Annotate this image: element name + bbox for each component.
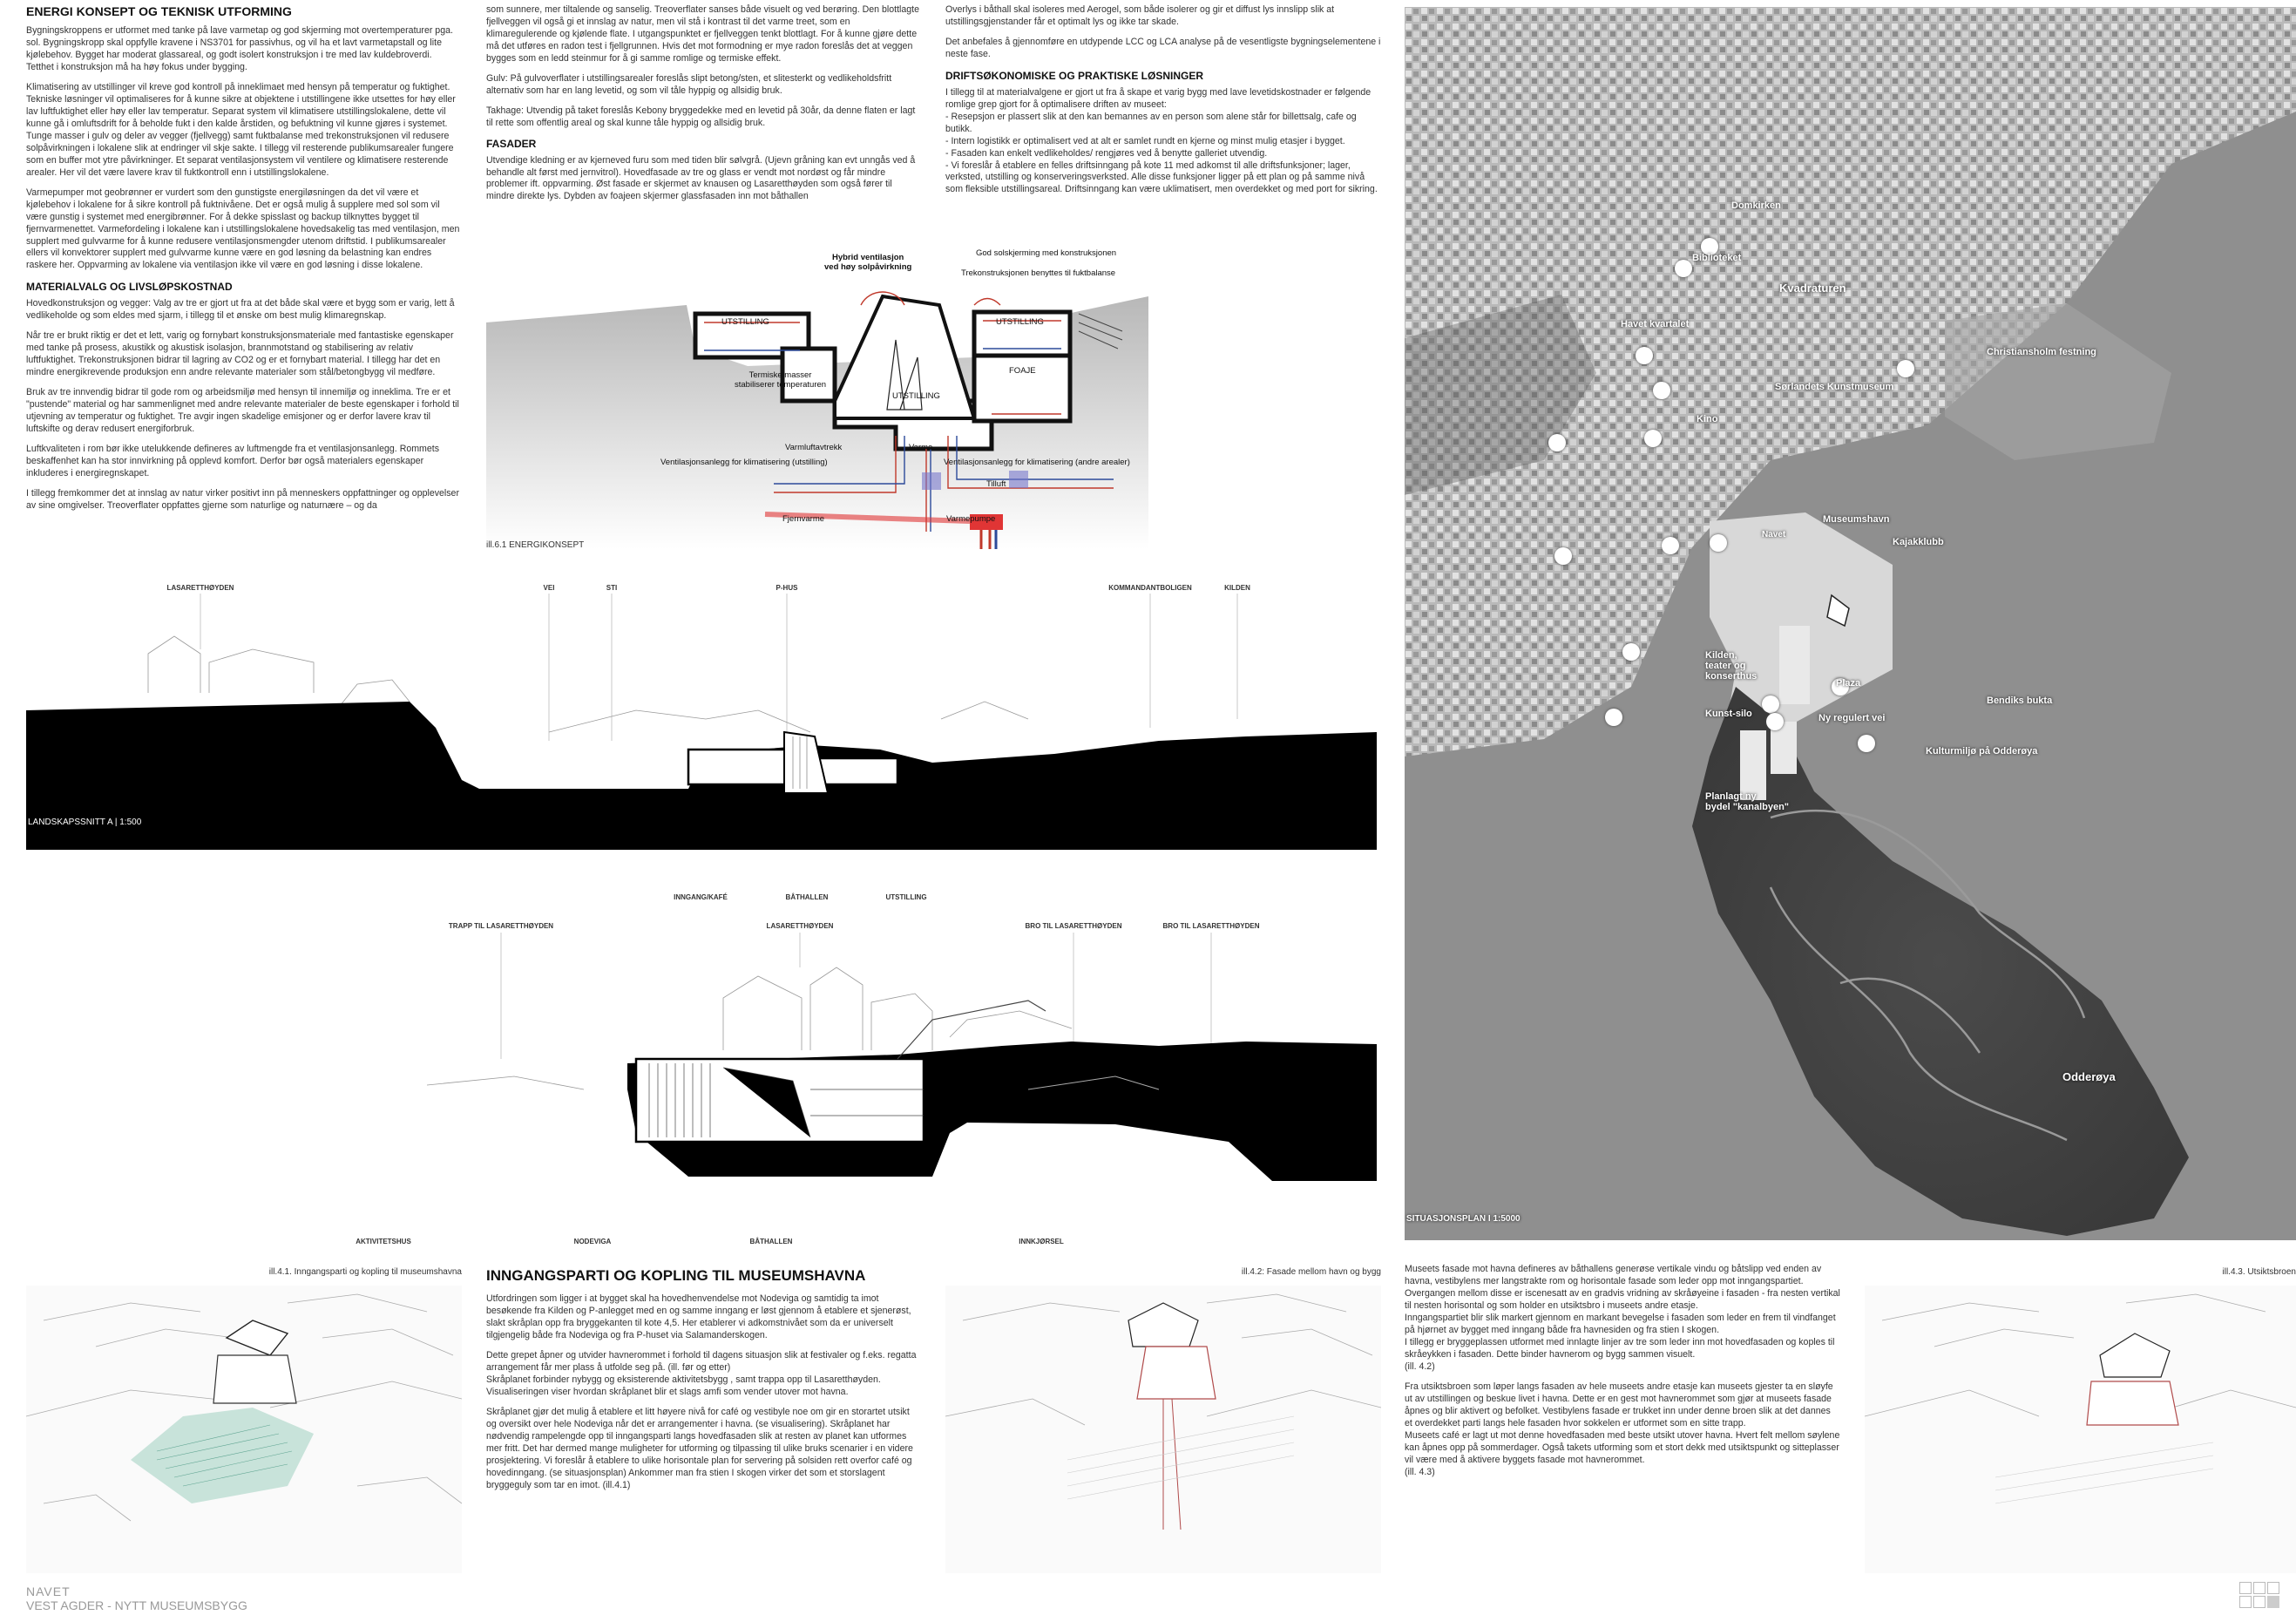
landscape-section-a <box>26 580 1377 901</box>
landscape-section-b <box>26 915 1377 1246</box>
section-b-bottom-label: INNKJØRSEL <box>1019 1238 1064 1245</box>
map-marker[interactable] <box>1858 735 1875 752</box>
section-a-label: LASARETTHØYDEN <box>166 584 234 592</box>
materials-heading: MATERIALVALG OG LIVSLØPSKOSTNAD <box>26 281 233 294</box>
label-solskjerming: God solskjerming med konstruksjonen <box>976 248 1117 258</box>
label-varmluft: Varmluftavtrekk <box>785 443 843 452</box>
map-label: Plaza <box>1836 678 1861 689</box>
map-label: Kulturmiljø på Odderøya <box>1926 746 2038 757</box>
section-a-label: STI <box>606 584 618 592</box>
paragraph: Klimatisering av utstillinger vil kreve god kontroll på inneklimaet med hensyn på temperatur og fuktighet. Tekniske løsninger vil optimaliseres for å kunne sikre at objektene i utstillingene ikke utsettes for høy eller lav luftfuktighet eller høy eller lav temperatur. Separat system vil klimatisere utstillingslokalene, dette vil kunne gå i omluftsdrift for å beholde fukt i den kalde årstiden, og befuktning vil kunne gjøres i systemet. Tunge masser i gulv og deler av vegger (fjellvegg) samt fuktbalanse med trekonstruksjonen vil redusere solpåvirkningen i lokalene slik at endringer vil skje sakte. I tillegg vil resterende publikumsarealer fungere som en buffer mot ytre påvirkninger. Et separat ventilasjonsystem vil ventilere og klimatisere resterende arealer. Her vil det være lavere krav til fuktkontroll enn i utstillingslokalene. <box>26 81 456 178</box>
sheet-box <box>2253 1582 2266 1594</box>
paragraph: som sunnere, mer tiltalende og sanselig. Treoverflater sanses både visuelt og ved berøring. Den blottlagte fjellveggen vil også gi et innslag av natur, men vil stå i kontrast til det varme treet, som en klimaregulerende og kjølende flate. I utgangspunktet er fjellveggen tenkt blottlagt. For å kunne gjøre dette må det utføres en radon test i fjellgrunnen. Hvis det mot formodning er mye radon foreslås det at veggen bygges som en ledd steinmur for å gi samme romlige og termiske effekt. <box>486 4 920 64</box>
map-marker[interactable] <box>1605 709 1622 726</box>
facade-text <box>1405 1264 1840 1478</box>
paragraph: Fra utsiktsbroen som løper langs fasaden av hele museets andre etasje kan museets gjester ta en sløyfe ut av utstillingen og beskue livet i havna. Dette er en gest mot havnerommet som gjør at museets fasade åpnes og blir aktivert og befolket. Vestibylens fasade er trukket inn under denne broen slik at det dannes et overdekket parti langs hele fasaden hvor sokkelen er utformet som en sitte trapp. Museets café er lagt ut mot denne hovedfasaden med beste utsikt utover havna. Hvert felt mellom søylene kan åpnes opp på sommerdager. Også takets utforming som et stort dekk med utsiktspunkt og sitteplasser vil være med å aktivere byggets fasade mot havnerommet. (ill. 4.3) <box>1405 1381 1840 1477</box>
site-plan-aerial <box>1405 7 2296 1240</box>
section-a-bottom-label: INNGANG/KAFÉ <box>674 893 728 901</box>
map-marker[interactable] <box>1644 430 1662 447</box>
section-b-label: BRO TIL LASARETTHØYDEN <box>1162 922 1260 930</box>
map-label: Kajakklubb <box>1893 537 1944 547</box>
label-foaje: FOAJE <box>1009 366 1036 376</box>
illustration-4-3 <box>1865 1264 2296 1573</box>
paragraph: I tillegg til at materialvalgene er gjort ut fra å skape et varig bygg med lave levetidskostnader er følgende romlige grep gjort for å optimalisere driften av museet: - Resepsjon er plassert slik at den kan bemannes av en person som alene står for billettsalg, cafe og butikk. - Intern logistikk er optimalisert ved at alt er samlet rundt en kjerne og minst mulig etasjer i bygget. - Fasaden kan enkelt vedlikeholdes/ rengjøres ved å benytte galleriet utvendig. - Vi foreslår å etablere en felles driftsinngang på kote 11 med adkomst til alle driftsfunksjoner; lager, verksted, utstilling og konserveringsverksted. Alle disse funksjoner ligger på ett plan og på samme nivå som fleksible utstillingsareal. Driftsinngang kan være uklimatisert, men overdekket og med port for sikring. <box>945 86 1378 195</box>
map-label: Kunst-silo <box>1705 709 1752 719</box>
section-b-label: LASARETTHØYDEN <box>766 922 834 930</box>
map-label: Ny regulert vei <box>1819 713 1886 723</box>
perspective-drawing <box>1865 1286 2296 1573</box>
paragraph: Dette grepet åpner og utvider havnerommet i forhold til dagens situasjon slik at festivaler og f.eks. regatta arrangement får mer plass å utfolde seg på. (ill. før og etter) Skråplanet forbinder nybygg og eksisterende aktivitetsbygg , samt trappa opp til Lasaretthøyden. Visualiseringen viser hvordan skråplanet blir et slags amfi som vender utover mot havna. <box>486 1349 917 1397</box>
paragraph: Utvendige kledning er av kjerneved furu som med tiden blir sølvgrå. (Ujevn grånіng kan evt unngås ved å behandle alt først med jernvitrol). Hovedfasade av tre og glass er vendt mot nordøst og får mindre problemer ift. oppvarming. Øst fasade er skjermet av knausen og Lasaretthøyden som også fører til mindre direkte lys. Dybden av foajeen skjermer glassfasaden inn mot båthallen <box>486 154 916 202</box>
map-label: Navet <box>1762 530 1786 539</box>
label-utstilling-2: UTSTILLING <box>996 317 1044 327</box>
paragraph: Takhage: Utvendig på taket foreslås Kebony bryggedekke med en levetid på 30år, da denne flaten er lagt til rette som offentlig areal og skal kunne tåle hyppig og allsidig bruk. <box>486 105 916 128</box>
map-label: Kvadraturen <box>1779 282 1846 295</box>
map-label: Planlagt ny bydel "kanalbyen" <box>1705 791 1790 812</box>
label-hybrid: Hybrid ventilasjon ved høy solpåvirkning <box>824 253 912 272</box>
paragraph: I tillegg fremkommer det at innslag av natur virker positivt inn på menneskers oppfattninger og opplevelser av sine omgivelser. Treoverflater oppfattes gjerne som naturlige og naturnære – og da <box>26 487 459 511</box>
label-tilluft: Tilluft <box>986 479 1006 489</box>
map-marker[interactable] <box>1766 713 1784 730</box>
perspective-drawing <box>26 1286 462 1573</box>
map-marker[interactable] <box>1636 347 1653 364</box>
materials-text <box>486 4 922 203</box>
map-marker[interactable] <box>1548 434 1566 451</box>
section-b-drawing <box>26 915 1377 1194</box>
section-a-label: KILDEN <box>1224 584 1250 592</box>
section-a-label: KOMMANDANTBOLIGEN <box>1108 584 1192 592</box>
section-a-label: P-HUS <box>775 584 798 592</box>
map-label: Biblioteket <box>1692 253 1742 263</box>
map-label: Museumshavn <box>1823 514 1890 525</box>
paragraph: Utfordringen som ligger i at bygget skal ha hovedhenvendelse mot Nodeviga og samtidig ta imot besøkende fra Kilden og P-anlegget med en og samme inngang er løst gjennom å etablere et sjenerøst, slakt skråplan opp fra bryggekanten til kote 4,5. Her etablerer vi adkomstnivået som da er universelt tilgjengelig både fra Nodeviga og fra P-huset via Salamanderskogen. <box>486 1293 911 1340</box>
paragraph: Museets fasade mot havna defineres av båthallens generøse vertikale vindu og båtslipp ved enden av havna, vestibylens mer langstrakte rom og horisontale fasade som leder opp mot inngangspartiet. Overgangen mellom disse er iscenesatt av en gradvis vridning av skråøyeine i fasaden - fra nesten vertikal til nesten horisontal og som holder en utsiktsbro i museets andre etasje. Inngangspartiet blir slik markert gjennom en markant bevegelse i fasaden som leder en frem til vindfanget på hjørnet av bygget med inngang både fra havnesiden og fra stien I skogen. I tillegg er bryggeplassen utformet med innlagte linjer av tre som leder inn mot hovedfasaden og koples til skråeykken i fasaden. Dette binder havnerom og bygg sammen visuelt. (ill. 4.2) <box>1405 1264 1840 1372</box>
footer <box>26 1584 247 1612</box>
sheet-box <box>2267 1582 2279 1594</box>
label-utstilling-1: UTSTILLING <box>721 317 769 327</box>
map-label: Bendiks bukta <box>1987 696 2053 706</box>
map-label: Domkirken <box>1731 200 1781 211</box>
map-marker[interactable] <box>1554 547 1572 565</box>
paragraph: Hovedkonstruksjon og vegger: Valg av tre er gjort ut fra at det både skal være et bygg som er varig, lett å vedlikeholde og som eldes med sjarm, i tillegg til et ønske om best mulig klimaregnskap. <box>26 298 455 322</box>
facade-heading: FASADER <box>486 137 537 150</box>
map-label: Kino <box>1697 414 1718 424</box>
map-label: Sørlandets Kunstmuseum <box>1775 382 1894 392</box>
energy-text <box>26 25 462 512</box>
section-b-bottom-label: AKTIVITETSHUS <box>356 1238 411 1245</box>
label-fjernvarme: Fjernvarme <box>782 514 825 524</box>
project-subtitle: VEST AGDER - NYTT MUSEUMSBYGG <box>26 1598 247 1612</box>
illustration-4-2 <box>945 1264 1381 1573</box>
energy-caption: ill.6.1 ENERGIKONSEPT <box>486 540 585 550</box>
paragraph: Bygningskroppens er utformet med tanke på lave varmetap og god skjerming mot overtemperaturer pga. sol. Bygningskropp skal oppfylle kravene i NS3701 for passivhus, og vil ha et lavt varmetapstall og lite kjølebehov. Bygget har moderat glassareal, og godt isolert konstruksjon i tre med lav kuldebroverdi. Tetthet i konstruksjon må ha høy fokus under bygging. <box>26 25 453 72</box>
energy-concept-diagram <box>486 248 1375 558</box>
label-utstilling-3: UTSTILLING <box>892 391 940 401</box>
paragraph: Skråplanet gjør det mulig å etablere et litt høyere nivå for café og vestibyle noe om gir en storartet utsikt og oversikt over hele Nodeviga når det er arrangementer i havna. (se visualisering). Skråplanet har nødvendig rampelengde opp til inngangsparti langs hovedfasaden slik at resten av planet kan utformes mer fritt. Det har dermed mange muligheter for utforming og tilpassing til ulike bruks scenarier i en videre prosjektering. Vi foreslår å etablere to ulike horisontale plan for servering på solsiden rett overfor café og hovedinngang. (se situasjonsplan) Ankommer man fra stien I skogen virker det som et storslagent bryggeguly som tar en imot. (ill.4.1) <box>486 1406 913 1490</box>
illustration-caption: ill.4.2: Fasade mellom havn og bygg <box>1241 1267 1381 1277</box>
column-entrance <box>486 1264 922 1500</box>
map-marker[interactable] <box>1710 534 1727 552</box>
perspective-drawing <box>945 1286 1381 1573</box>
operations-heading: DRIFTSØKONOMISKE OG PRAKTISKE LØSNINGER <box>945 69 1204 82</box>
paragraph: Når tre er brukt riktig er det et lett, varig og fornybart konstruksjonsmateriale med fantastiske egenskaper med tanke på prosess, akustikk og akustisk isolasjon, brannmotstand og stabilisering av relativ luftfuktighet. Trekonstruksjonen bidrar til lagring av CO2 og er et fornybart material. I tillegg har det en mindre energikrevende produksjon enn andre relevante materialer som stål/betongbygg vil medføre. <box>26 330 454 378</box>
illustration-caption: ill.4.1. Inngangsparti og kopling til museumshavna <box>268 1267 462 1277</box>
entrance-heading: INNGANGSPARTI OG KOPLING TIL MUSEUMSHAVNA <box>486 1267 866 1284</box>
section-a-drawing <box>26 580 1377 854</box>
map-marker[interactable] <box>1897 360 1914 377</box>
section-a-title: LANDSKAPSSNITT A | 1:500 <box>28 818 142 827</box>
map-label: Havet kvartalet <box>1621 319 1690 329</box>
paragraph: Overlys i båthall skal isoleres med Aerogel, som både isolerer og gir et diffust lys innslipp slik at utstillingsgjenstander får et optimalt lys og ikke tar skade. <box>945 4 1335 27</box>
map-marker[interactable] <box>1762 696 1779 713</box>
sheet-indicator <box>2239 1582 2279 1608</box>
paragraph: Det anbefales å gjennomføre en utdypende LCC og LCA analyse på de vesentligste bygningselementene i neste fase. <box>945 36 1381 59</box>
label-termiske: Termiske masser stabiliserer temperaturen <box>735 370 827 390</box>
column-materials <box>486 4 922 211</box>
section-b-title: LANDSKAPSSNITT B | 1:500 <box>28 1174 143 1184</box>
map-marker[interactable] <box>1622 643 1640 661</box>
map-marker[interactable] <box>1675 260 1692 277</box>
column-facade <box>1405 1264 1840 1486</box>
section-a-bottom-label: BÅTHALLEN <box>785 893 829 901</box>
paragraph: Gulv: På gulvoverflater i utstillingsarealer foreslås slipt betong/sten, et slitesterkt og vedlikeholdsfritt alternativ som har en lang levetid, og som vil tåle hyppig og allsidig bruk. <box>486 72 892 96</box>
section-b-label: TRAPP TIL LASARETTHØYDEN <box>448 922 554 930</box>
label-varme: Varme <box>909 443 933 452</box>
label-trekonstruksjon: Trekonstruksjonen benyttes til fuktbalanse <box>961 268 1116 278</box>
map-label: Christiansholm festning <box>1987 347 2096 357</box>
sheet-box <box>2253 1596 2266 1608</box>
paragraph: Bruk av tre innvendig bidrar til gode rom og arbeidsmiljø med hensyn til innemiljø og inneklima. Tre er et "pustende" material og har sammenlignet med andre relevante materialer de beste egenskaper i forhold til utjevning av temperatur og fuktighet. Tre avgir ingen skadelige emisjoner og er derfor lavere krav til luftskifte og derav redusert energiforbruk. <box>26 387 459 434</box>
entrance-text <box>486 1293 922 1492</box>
illustration-caption: ill.4.3. Utsiktsbroen <box>2222 1267 2296 1277</box>
site-plan-map[interactable] <box>1405 7 2296 1240</box>
section-b-label: BRO TIL LASARETTHØYDEN <box>1025 922 1122 930</box>
column-operations <box>945 4 1381 204</box>
map-marker[interactable] <box>1662 537 1679 554</box>
section-a-label: VEI <box>543 584 555 592</box>
sheet-box-active <box>2267 1596 2279 1608</box>
energy-diagram-svg <box>486 253 1375 558</box>
map-label: Kilden, teater og konserthus <box>1705 650 1758 682</box>
section-b-bottom-label: BÅTHALLEN <box>749 1238 793 1245</box>
label-vent-utstilling: Ventilasjonsanlegg for klimatisering (utstilling) <box>660 458 828 467</box>
site-plan-title: SITUASJONSPLAN I 1:5000 <box>1406 1214 1521 1224</box>
energy-heading: ENERGI KONSEPT OG TEKNISK UTFORMING <box>26 4 292 18</box>
operations-text <box>945 4 1381 196</box>
illustration-4-1 <box>26 1264 462 1573</box>
sheet-box <box>2239 1582 2252 1594</box>
paragraph: Luftkvaliteten i rom bør ikke utelukkende defineres av luftmengde fra et ventilasjonsanlegg. Rommets beskaffenhet kan ha stor innvirkning på opplevd komfort. Derfor bør også materialers egenskaper inkluderes i energiregnskapet. <box>26 443 440 478</box>
label-varmepumpe: Varmepumpe <box>946 514 996 524</box>
map-marker[interactable] <box>1653 382 1670 399</box>
map-label: Odderøya <box>2062 1070 2116 1083</box>
sheet-box <box>2239 1596 2252 1608</box>
column-energy <box>26 4 462 520</box>
section-b-bottom-label: NODEVIGA <box>573 1238 612 1245</box>
section-a-bottom-label: UTSTILLING <box>885 893 927 901</box>
label-vent-andre: Ventilasjonsanlegg for klimatisering (andre arealer) <box>944 458 1130 467</box>
project-title: NAVET <box>26 1584 71 1598</box>
paragraph: Varmepumper mot geobrønner er vurdert som den gunstigste energiløsningen da det vil være et kjølebehov i lokalene for å sikre kontroll på fuktnivåene. Det er også mulig å supplere med sol som vil være gunstig i systemet med energibrønner. For å dekke spisslast og backup tilknyttes bygget til fjernvarmenettet. Varmefordeling i lokalene kan i utstillingslokalene hovedsakelig tas med ventilasjon, men supplert med gulvvarme for å kunne redusere ventilasjonsmengder utenom driftstid. I publikumsarealer ellers vil konvektorer supplert med gulvvarme kunne være en god løsning da belastning kan endres raskere her. Oppvarming av lokalene via ventilasjon ikke vil være en god løsning i disse lokalene. <box>26 187 460 271</box>
